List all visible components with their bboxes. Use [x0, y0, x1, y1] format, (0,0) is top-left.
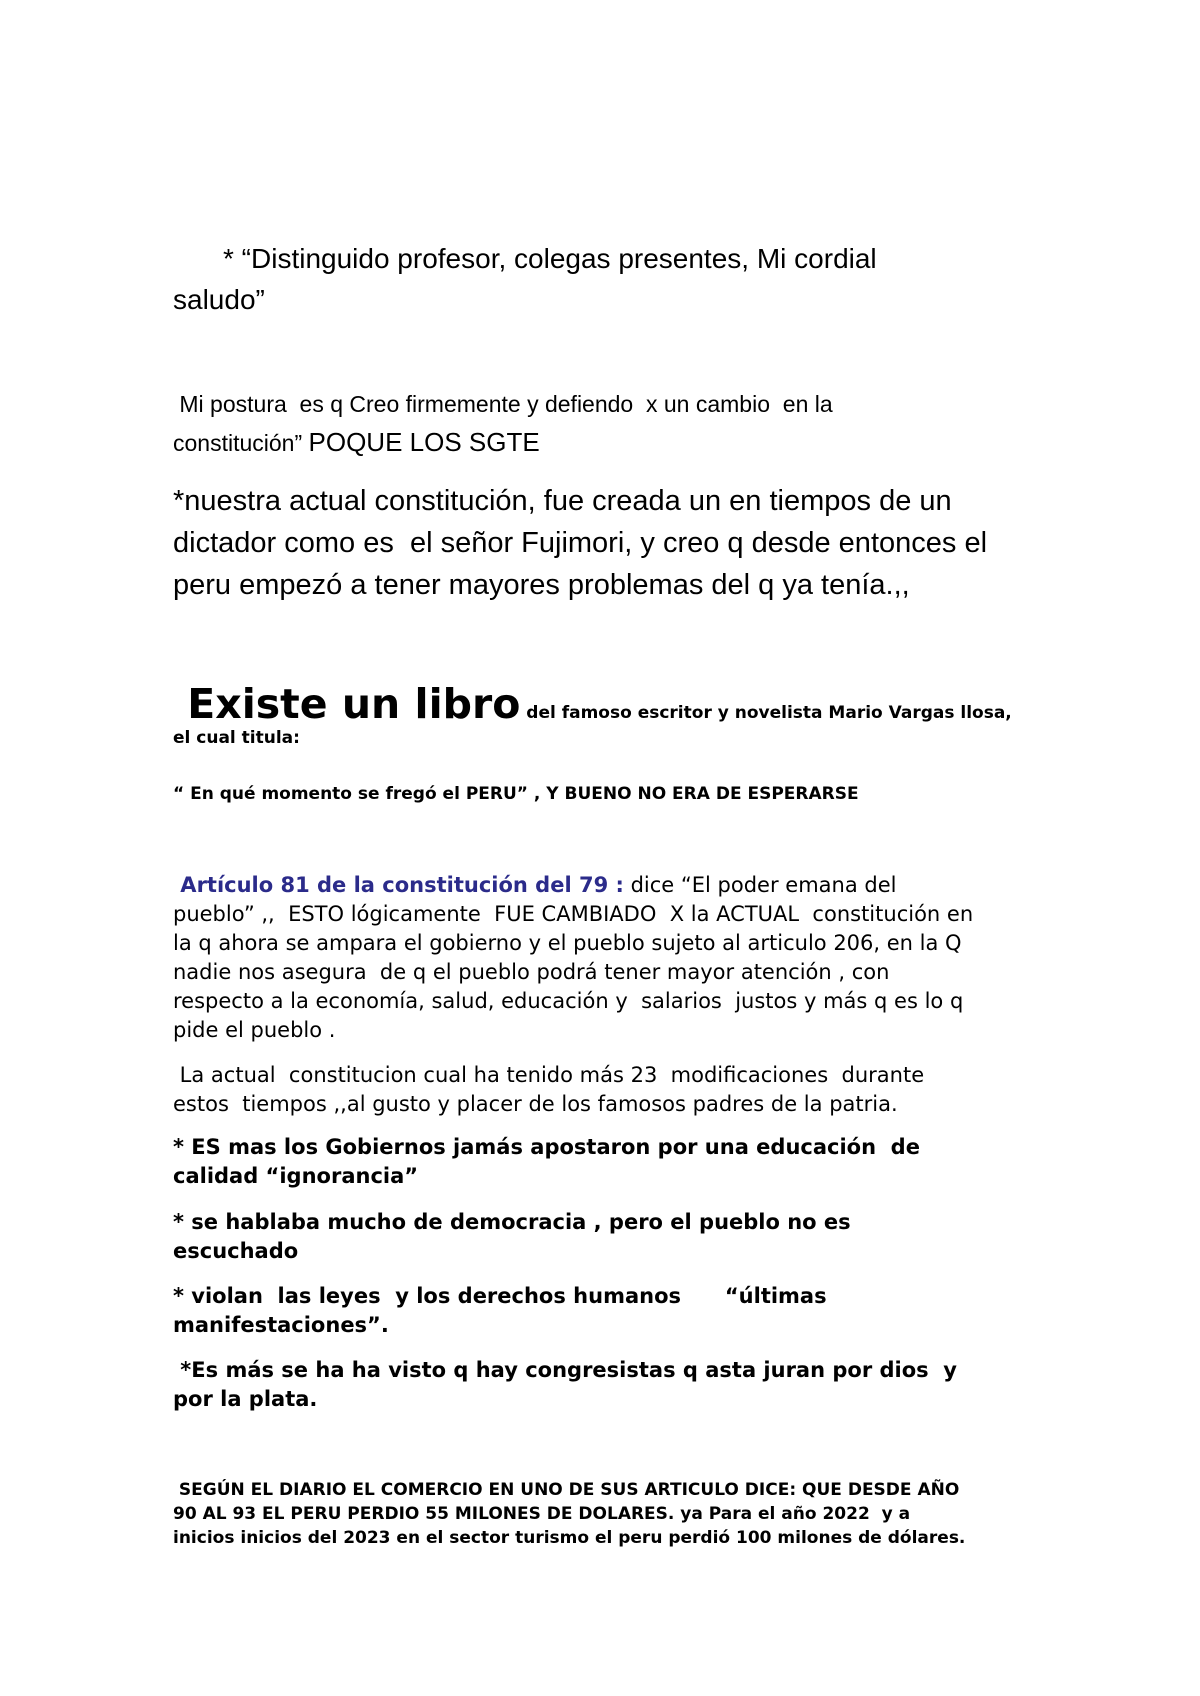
- postura-line-2-text: constitución”: [173, 430, 309, 456]
- articulo-line-4: nadie nos asegura de q el pueblo podrá tener mayor atención , con: [173, 960, 890, 984]
- articulo-line-2: pueblo” ,, ESTO lógicamente FUE CAMBIADO X la ACTUAL constitución en: [173, 902, 974, 926]
- bullet-paragraph: [173, 1208, 1043, 1266]
- articulo-line-1: [173, 871, 1043, 900]
- dictador-line-2: dictador como es el señor Fujimori, y creo q desde entonces el: [173, 527, 988, 559]
- articulo-text: dice “El poder emana del: [623, 873, 897, 897]
- bullet-paragraph: [173, 1133, 1043, 1191]
- dictador-paragraph: [173, 480, 1043, 606]
- greeting-line-2: saludo”: [173, 284, 265, 315]
- dictador-line-3: peru empezó a tener mayores problemas del q ya tenía.,,: [173, 569, 910, 601]
- libro-line-2: el cual titula:: [173, 728, 300, 748]
- postura-line-2: [173, 423, 1043, 462]
- bullet-paragraph: [173, 1356, 1043, 1414]
- articulo-line-3: la q ahora se ampara el gobierno y el pueblo sujeto al articulo 206, en la Q: [173, 931, 962, 955]
- modificaciones-paragraph: [173, 1061, 1043, 1119]
- bullet-line-1: *Es más se ha ha visto q hay congresistas q asta juran por dios y: [173, 1358, 957, 1382]
- articulo-label: Artículo 81 de la constitución del 79 :: [173, 873, 624, 897]
- bullet-line-2: escuchado: [173, 1239, 299, 1263]
- libro-paragraph: [173, 680, 1043, 751]
- bullet-line-1: * violan las leyes y los derechos humanos “últimas: [173, 1284, 827, 1308]
- comercio-line-3: inicios inicios del 2023 en el sector turismo el peru perdió 100 milones de dólares.: [173, 1528, 966, 1548]
- bullet-line-1: * ES mas los Gobiernos jamás apostaron por una educación de: [173, 1135, 920, 1159]
- bullet-paragraph: [173, 1282, 1043, 1340]
- bullet-line-2: por la plata.: [173, 1387, 318, 1411]
- comercio-paragraph: [173, 1478, 1043, 1550]
- postura-paragraph: [173, 385, 1043, 462]
- comercio-line-1: SEGÚN EL DIARIO EL COMERCIO EN UNO DE SUS ARTICULO DICE: QUE DESDE AÑO: [173, 1480, 960, 1500]
- book-title-line: “ En qué momento se fregó el PERU” , Y BUENO NO ERA DE ESPERARSE: [173, 784, 859, 804]
- articulo-line-5: respecto a la economía, salud, educación y salarios justos y más q es lo q: [173, 989, 964, 1013]
- dictador-line-1: *nuestra actual constitución, fue creada un en tiempos de un: [173, 485, 952, 517]
- comercio-line-2: 90 AL 93 EL PERU PERDIO 55 MILONES DE DOLARES. ya Para el año 2022 y a: [173, 1504, 911, 1524]
- libro-subtext: del famoso escritor y novelista Mario Vargas llosa,: [520, 703, 1012, 723]
- articulo-line-6: pide el pueblo .: [173, 1018, 336, 1042]
- greeting-paragraph: [173, 238, 1043, 320]
- libro-line-1: [173, 680, 1043, 728]
- modificaciones-line-2: estos tiempos ,,al gusto y placer de los famosos padres de la patria.: [173, 1092, 898, 1116]
- articulo-paragraph: [173, 871, 1043, 1045]
- modificaciones-line-1: La actual constitucion cual ha tenido más 23 modificaciones durante: [173, 1063, 925, 1087]
- bullet-line-2: manifestaciones”.: [173, 1313, 389, 1337]
- libro-heading: Existe un libro: [173, 680, 521, 728]
- greeting-line-1: * “Distinguido profesor, colegas presentes, Mi cordial: [223, 243, 877, 274]
- postura-line-1: Mi postura es q Creo firmemente y defiendo x un cambio en la: [173, 391, 833, 417]
- postura-emphasis: POQUE LOS SGTE: [308, 427, 540, 457]
- bullet-line-1: * se hablaba mucho de democracia , pero el pueblo no es: [173, 1210, 851, 1234]
- bullet-line-2: calidad “ignorancia”: [173, 1164, 419, 1188]
